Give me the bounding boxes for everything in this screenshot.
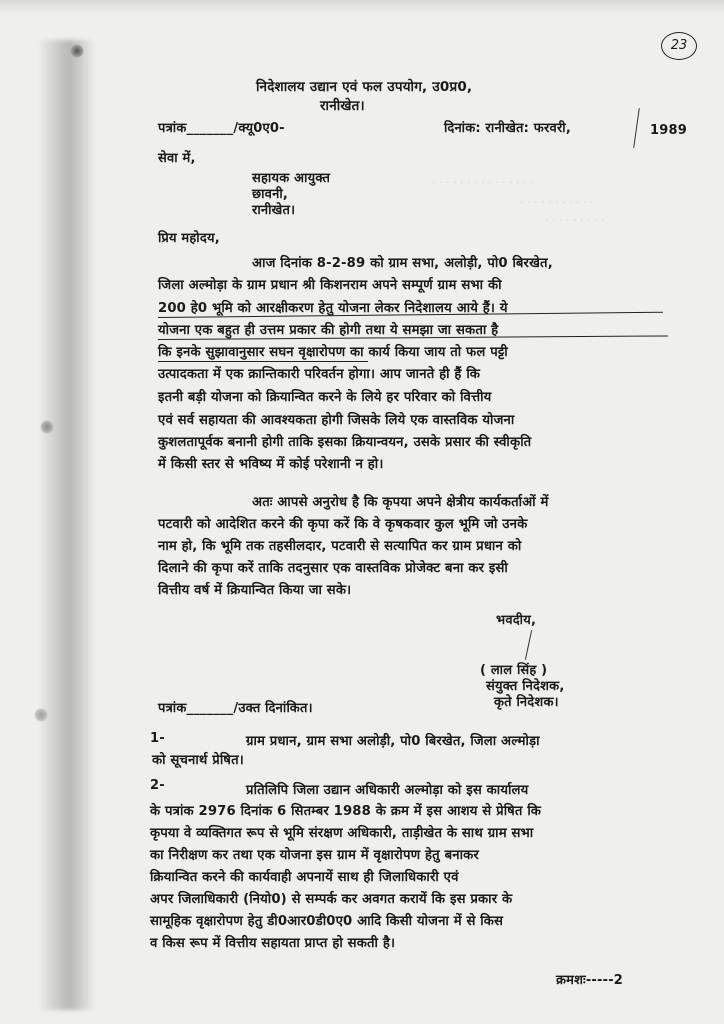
signatory-designation: संयुक्त निदेशक, — [486, 679, 565, 694]
copy-item-line: ग्राम प्रधान, ग्राम सभा अलोड़ी, पो0 बिरखेत, जिला अल्मोड़ा — [246, 734, 540, 749]
paragraph-line: योजना एक बहुत ही उत्तम प्रकार की होगी तथा ये समझा जा सकता है — [158, 323, 499, 338]
copy-item-number: 1- — [150, 731, 165, 746]
copy-item-line: सामूहिक वृक्षारोपण हेतु डी0आर0डी0ए0 आदि किसी योजना में से किस — [150, 914, 504, 929]
paragraph-line: कुशलतापूर्वक बनानी होगी ताकि इसका क्रियान्वयन, उसके प्रसार की स्वीकृति — [158, 435, 532, 450]
handwritten-stroke — [633, 108, 640, 148]
paragraph-line: इतनी बड़ी योजना को क्रियान्वित करने के लिये हर परिवार को वित्तीय — [158, 390, 492, 405]
copy-item-line: व किस रूप में वित्तीय सहायता प्राप्त हो सकती है। — [150, 936, 396, 951]
reference-number: पत्रांक_______/क्यू0ए0- — [158, 121, 285, 136]
paragraph-line: 200 हे0 भूमि को आरक्षीकरण हेतु योजना लेकर निदेशालय आये हैं। ये — [158, 301, 508, 316]
bleed-through-mark: · · · · · · · · · — [545, 214, 605, 227]
handwritten-underline — [158, 361, 368, 362]
scan-top-edge — [0, 0, 724, 14]
staple-hole-mark — [70, 44, 84, 58]
copy-item-number: 2- — [150, 778, 165, 793]
copy-item-line: क्रियान्वित करने की कार्यवाही अपनायें साथ ही जिलाधिकारी एवं — [150, 870, 459, 885]
copy-item-line: को सूचनार्थ प्रेषित। — [152, 753, 244, 768]
paragraph-line: कि इनके सुझावानुसार सघन वृक्षारोपण का कार्य किया जाय तो फल पट्टी — [158, 345, 508, 360]
closing-yours: भवदीय, — [496, 613, 537, 628]
paragraph-line: एवं सर्व सहायता की आवश्यकता होगी जिसके लिये एक वास्तविक योजना — [158, 413, 515, 428]
signature-stroke — [525, 630, 532, 660]
copy-item-line: अपर जिलाधिकारी (नियो0) से सम्पर्क कर अवगत करायें कि इस प्रकार के — [150, 892, 513, 907]
bleed-through-mark: · · · · · · · · · · · — [520, 196, 594, 209]
paragraph-line: पटवारी को आदेशित करने की कृपा करें कि वे कृषकवार कुल भूमि जो उनके — [158, 517, 528, 532]
signatory-for: कृते निदेशक। — [494, 695, 559, 710]
addressee-title: सहायक आयुक्त — [252, 171, 331, 186]
greeting: प्रिय महोदय, — [158, 231, 220, 246]
paragraph-line: वित्तीय वर्ष में क्रियान्वित किया जा सके। — [158, 583, 352, 598]
paragraph-line: नाम हो, कि भूमि तक तहसीलदार, पटवारी से सत्यापित कर ग्राम प्रधान को — [158, 539, 522, 554]
copy-reference: पत्रांक_______/उक्त दिनांकित। — [158, 701, 313, 716]
page-number: 23 — [661, 32, 697, 60]
paragraph-line: जिला अल्मोड़ा के ग्राम प्रधान श्री किशनराम अपने सम्पूर्ण ग्राम सभा की — [158, 278, 502, 293]
copy-item-line: कृपया वे व्यक्तिगत रूप से भूमि संरक्षण अधिकारी, ताड़ीखेत के साथ ग्राम सभा — [150, 826, 534, 841]
addressee-dept: छावनी, — [252, 187, 289, 202]
letter-year: 1989 — [650, 123, 687, 138]
scan-shadow-streak — [38, 40, 96, 1010]
paragraph-line: अतः आपसे अनुरोध है कि कृपया अपने क्षेत्रीय कार्यकर्ताओं में — [252, 495, 549, 510]
letter-date: दिनांक: रानीखेत: फरवरी, — [444, 121, 571, 136]
punch-hole-mark — [34, 708, 48, 722]
paragraph-line: दिलाने की कृपा करें ताकि तदनुसार एक वास्तविक प्रोजेक्ट बना कर इसी — [158, 561, 509, 576]
punch-hole-mark — [40, 420, 54, 434]
bleed-through-mark: · · · · · · · · · · · · · · · — [432, 176, 534, 189]
office-name: निदेशालय उद्यान एवं फल उपयोग, उ0प्र0, — [256, 79, 473, 95]
paragraph-line: में किसी स्तर से भविष्य में कोई परेशानी न हो। — [158, 457, 384, 472]
copy-item-line: प्रतिलिपि जिला उद्यान अधिकारी अल्मोड़ा को इस कार्यालय — [246, 783, 529, 798]
addressee-place: रानीखेत। — [252, 203, 296, 218]
paragraph-line: आज दिनांक 8-2-89 को ग्राम सभा, अलोड़ी, पो0 बिरखेत, — [252, 256, 553, 271]
signatory-name: ( लाल सिंह ) — [480, 663, 548, 678]
addressee-intro: सेवा में, — [158, 151, 196, 166]
office-location: रानीखेत। — [320, 98, 365, 114]
paragraph-line: उत्पादकता में एक क्रान्तिकारी परिवर्तन होगा। आप जानते ही हैं कि — [158, 367, 481, 382]
copy-item-line: के पत्रांक 2976 दिनांक 6 सितम्बर 1988 के क्रम में इस आशय से प्रेषित कि — [150, 804, 542, 819]
copy-item-line: का निरीक्षण कर तथा एक योजना इस ग्राम में वृक्षारोपण हेतु बनाकर — [150, 848, 479, 863]
continued-note: क्रमशः-----2 — [556, 973, 624, 988]
